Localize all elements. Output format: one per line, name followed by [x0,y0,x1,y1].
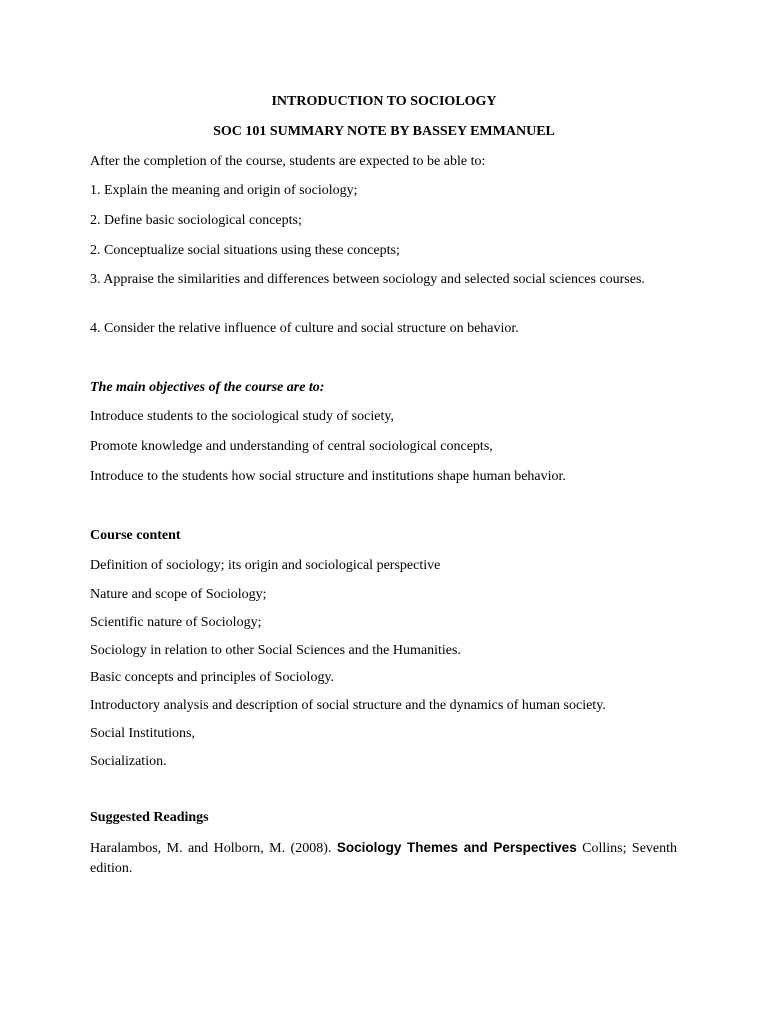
readings-heading: Suggested Readings [90,810,209,825]
document-subtitle: SOC 101 SUMMARY NOTE BY BASSEY EMMANUEL [213,124,555,139]
reading-title: Sociology Themes and Perspectives [336,840,577,855]
outcome-item: 1. Explain the meaning and origin of sociology; [90,183,358,198]
outcome-item: 3. Appraise the similarities and differences between sociology and selected social sciences courses. [90,272,645,287]
objective-item: Introduce to the students how social structure and institutions shape human behavior. [90,469,566,484]
objective-item: Promote knowledge and understanding of central sociological concepts, [90,439,493,454]
outcomes-intro: After the completion of the course, students are expected to be able to: [90,154,486,169]
content-item: Socialization. [90,754,167,769]
reading-item [90,838,677,879]
content-item: Sociology in relation to other Social Sciences and the Humanities. [90,643,461,658]
content-item: Nature and scope of Sociology; [90,587,267,602]
content-item: Social Institutions, [90,726,195,741]
content-item: Scientific nature of Sociology; [90,615,262,630]
content-item: Basic concepts and principles of Sociology. [90,670,335,685]
reading-authors: Haralambos, M. and Holborn, M. (2008). [90,841,332,856]
objectives-heading: The main objectives of the course are to: [90,380,325,395]
document-title: INTRODUCTION TO SOCIOLOGY [271,94,497,109]
outcome-item: 4. Consider the relative influence of culture and social structure on behavior. [90,321,519,336]
reading-publisher: Collins; Seventh edition. [90,841,678,876]
content-heading: Course content [90,528,181,543]
content-item: Definition of sociology; its origin and sociological perspective [90,558,441,573]
content-item: Introductory analysis and description of social structure and the dynamics of human society. [90,698,606,713]
objective-item: Introduce students to the sociological study of society, [90,409,394,424]
outcome-item: 2. Define basic sociological concepts; [90,213,302,228]
outcome-item: 2. Conceptualize social situations using these concepts; [90,243,400,258]
